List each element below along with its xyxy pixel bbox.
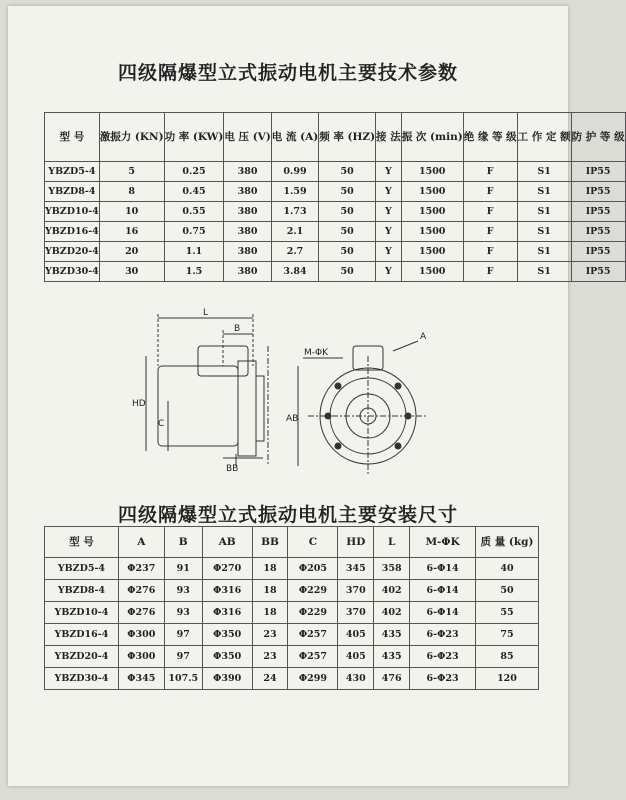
spec-cell: 10 xyxy=(99,202,164,222)
spec-cell: 1500 xyxy=(401,262,463,282)
dim-cell: 97 xyxy=(164,624,202,646)
spec-cell: 380 xyxy=(224,262,271,282)
dim-cell: YBZD16-4 xyxy=(45,624,119,646)
spec-cell: 1.5 xyxy=(164,262,224,282)
dim-cell: Φ257 xyxy=(288,624,338,646)
spec-cell: 50 xyxy=(319,162,376,182)
spec-cell: S1 xyxy=(517,222,571,242)
spec-header-cell: 电 流 (A) xyxy=(271,113,318,162)
dim-header-cell: L xyxy=(374,527,410,558)
spec-cell: F xyxy=(463,222,517,242)
spec-header-cell: 激振力 (KN) xyxy=(99,113,164,162)
dim-cell: YBZD30-4 xyxy=(45,668,119,690)
spec-cell: 380 xyxy=(224,222,271,242)
spec-cell: 50 xyxy=(319,242,376,262)
spec-header-cell: 振 次 (min) xyxy=(401,113,463,162)
dim-header-cell: 质 量 (kg) xyxy=(475,527,538,558)
spec-cell: Y xyxy=(376,262,402,282)
dim-cell: YBZD8-4 xyxy=(45,580,119,602)
spec-cell: 1500 xyxy=(401,182,463,202)
dim-cell: YBZD20-4 xyxy=(45,646,119,668)
spec-row xyxy=(45,202,626,222)
dim-cell: Φ270 xyxy=(202,558,252,580)
spec-cell: 30 xyxy=(99,262,164,282)
spec-cell: 50 xyxy=(319,222,376,242)
dim-cell: Φ316 xyxy=(202,602,252,624)
spec-cell: IP55 xyxy=(571,262,625,282)
dim-title: 四级隔爆型立式振动电机主要安装尺寸 xyxy=(117,504,458,526)
dim-cell: 93 xyxy=(164,602,202,624)
dim-row xyxy=(45,624,539,646)
spec-cell: 0.99 xyxy=(271,162,318,182)
dim-cell: 402 xyxy=(374,602,410,624)
dim-cell: 6-Φ14 xyxy=(410,580,476,602)
dim-header-cell: A xyxy=(118,527,164,558)
dim-cell: Φ350 xyxy=(202,646,252,668)
spec-row xyxy=(45,162,626,182)
dim-header-cell: B xyxy=(164,527,202,558)
spec-header-row xyxy=(45,113,626,162)
spec-cell: 50 xyxy=(319,202,376,222)
spec-header-cell: 功 率 (KW) xyxy=(164,113,224,162)
dim-cell: 40 xyxy=(475,558,538,580)
dim-cell: 85 xyxy=(475,646,538,668)
spec-cell: F xyxy=(463,162,517,182)
spec-cell: 50 xyxy=(319,262,376,282)
spec-cell: IP55 xyxy=(571,222,625,242)
dim-table xyxy=(44,526,539,690)
spec-header-cell: 工 作 定 额 xyxy=(517,113,571,162)
dim-cell: 6-Φ23 xyxy=(410,624,476,646)
spec-cell: 380 xyxy=(224,162,271,182)
dim-cell: 18 xyxy=(252,602,288,624)
spec-cell: IP55 xyxy=(571,182,625,202)
dim-cell: 24 xyxy=(252,668,288,690)
dim-header-cell: BB xyxy=(252,527,288,558)
dim-cell: 405 xyxy=(338,646,374,668)
spec-cell: YBZD30-4 xyxy=(45,262,100,282)
document-page xyxy=(8,6,625,786)
dim-cell: Φ257 xyxy=(288,646,338,668)
dim-cell: Φ345 xyxy=(118,668,164,690)
dim-cell: 97 xyxy=(164,646,202,668)
dim-cell: YBZD10-4 xyxy=(45,602,119,624)
dim-cell: 75 xyxy=(475,624,538,646)
dim-cell: 91 xyxy=(164,558,202,580)
dim-header-cell: 型 号 xyxy=(45,527,119,558)
dim-cell: Φ276 xyxy=(118,580,164,602)
spec-cell: S1 xyxy=(517,242,571,262)
dim-row xyxy=(45,668,539,690)
dim-cell: 93 xyxy=(164,580,202,602)
spec-header-cell: 型 号 xyxy=(45,113,100,162)
dim-cell: 370 xyxy=(338,602,374,624)
spec-table xyxy=(44,112,626,282)
spec-cell: 0.55 xyxy=(164,202,224,222)
spec-cell: 1500 xyxy=(401,202,463,222)
dim-cell: 120 xyxy=(475,668,538,690)
dim-header-cell: HD xyxy=(338,527,374,558)
dim-cell: 345 xyxy=(338,558,374,580)
spec-title: 四级隔爆型立式振动电机主要技术参数 xyxy=(117,62,458,84)
spec-cell: 2.7 xyxy=(271,242,318,262)
dim-cell: 55 xyxy=(475,602,538,624)
dim-row xyxy=(45,646,539,668)
spec-header-cell: 接 法 xyxy=(376,113,402,162)
dim-cell: 23 xyxy=(252,646,288,668)
spec-cell: 16 xyxy=(99,222,164,242)
dim-row xyxy=(45,580,539,602)
spec-cell: 20 xyxy=(99,242,164,262)
dim-row xyxy=(45,602,539,624)
spec-cell: YBZD10-4 xyxy=(45,202,100,222)
dim-cell: 6-Φ23 xyxy=(410,668,476,690)
spec-cell: YBZD16-4 xyxy=(45,222,100,242)
dim-cell: 6-Φ14 xyxy=(410,602,476,624)
label-mk: M-ΦK xyxy=(304,348,328,358)
spec-cell: 2.1 xyxy=(271,222,318,242)
spec-cell: F xyxy=(463,262,517,282)
spec-row xyxy=(45,222,626,242)
spec-cell: 380 xyxy=(224,182,271,202)
dim-cell: 430 xyxy=(338,668,374,690)
spec-cell: 1500 xyxy=(401,162,463,182)
dim-cell: 435 xyxy=(374,646,410,668)
dim-cell: Φ299 xyxy=(288,668,338,690)
spec-header-cell: 电 压 (V) xyxy=(224,113,271,162)
spec-cell: YBZD5-4 xyxy=(45,162,100,182)
dim-header-cell: AB xyxy=(202,527,252,558)
spec-header-cell: 绝 缘 等 级 xyxy=(463,113,517,162)
dim-header-cell: M-ΦK xyxy=(410,527,476,558)
spec-cell: 380 xyxy=(224,202,271,222)
spec-row xyxy=(45,242,626,262)
spec-cell: 8 xyxy=(99,182,164,202)
dim-cell: 18 xyxy=(252,580,288,602)
spec-cell: 380 xyxy=(224,242,271,262)
spec-cell: 1500 xyxy=(401,242,463,262)
label-c: C xyxy=(158,419,165,429)
dim-cell: 476 xyxy=(374,668,410,690)
dim-cell: Φ237 xyxy=(118,558,164,580)
dim-cell: Φ300 xyxy=(118,624,164,646)
dim-cell: 6-Φ23 xyxy=(410,646,476,668)
spec-header-cell: 频 率 (HZ) xyxy=(319,113,376,162)
spec-cell: 0.45 xyxy=(164,182,224,202)
spec-cell: YBZD8-4 xyxy=(45,182,100,202)
spec-cell: 5 xyxy=(99,162,164,182)
dim-cell: Φ390 xyxy=(202,668,252,690)
label-bb: BB xyxy=(226,464,239,474)
dim-cell: 405 xyxy=(338,624,374,646)
dim-cell: 50 xyxy=(475,580,538,602)
spec-cell: Y xyxy=(376,162,402,182)
dim-cell: 435 xyxy=(374,624,410,646)
spec-cell: Y xyxy=(376,222,402,242)
dim-cell: Φ316 xyxy=(202,580,252,602)
spec-cell: 1.59 xyxy=(271,182,318,202)
label-ab: AB xyxy=(286,414,299,424)
spec-cell: 0.25 xyxy=(164,162,224,182)
dim-cell: 107.5 xyxy=(164,668,202,690)
spec-cell: F xyxy=(463,202,517,222)
dim-cell: Φ276 xyxy=(118,602,164,624)
label-b: B xyxy=(234,324,241,334)
dim-cell: YBZD5-4 xyxy=(45,558,119,580)
spec-cell: Y xyxy=(376,202,402,222)
motor-drawing xyxy=(128,306,448,486)
spec-cell: IP55 xyxy=(571,202,625,222)
dim-cell: Φ229 xyxy=(288,580,338,602)
spec-cell: 0.75 xyxy=(164,222,224,242)
spec-cell: S1 xyxy=(517,202,571,222)
label-hd: HD xyxy=(132,399,146,409)
label-l: L xyxy=(203,308,209,318)
spec-cell: 3.84 xyxy=(271,262,318,282)
dim-cell: Φ205 xyxy=(288,558,338,580)
label-a: A xyxy=(420,332,427,342)
spec-cell: Y xyxy=(376,242,402,262)
dim-cell: 358 xyxy=(374,558,410,580)
spec-cell: IP55 xyxy=(571,242,625,262)
spec-cell: S1 xyxy=(517,162,571,182)
dim-cell: 6-Φ14 xyxy=(410,558,476,580)
spec-cell: IP55 xyxy=(571,162,625,182)
spec-cell: 1.1 xyxy=(164,242,224,262)
dim-row xyxy=(45,558,539,580)
spec-cell: Y xyxy=(376,182,402,202)
dim-header-row xyxy=(45,527,539,558)
motor-drawing-svg xyxy=(128,306,448,486)
spec-cell: F xyxy=(463,182,517,202)
spec-cell: YBZD20-4 xyxy=(45,242,100,262)
dim-cell: 18 xyxy=(252,558,288,580)
spec-cell: S1 xyxy=(517,262,571,282)
dim-cell: Φ350 xyxy=(202,624,252,646)
spec-cell: F xyxy=(463,242,517,262)
spec-cell: 1500 xyxy=(401,222,463,242)
dim-cell: 23 xyxy=(252,624,288,646)
spec-row xyxy=(45,262,626,282)
spec-cell: 50 xyxy=(319,182,376,202)
spec-cell: S1 xyxy=(517,182,571,202)
dim-cell: Φ300 xyxy=(118,646,164,668)
dim-cell: 402 xyxy=(374,580,410,602)
dim-header-cell: C xyxy=(288,527,338,558)
spec-cell: 1.73 xyxy=(271,202,318,222)
dim-cell: Φ229 xyxy=(288,602,338,624)
spec-row xyxy=(45,182,626,202)
spec-header-cell: 防 护 等 级 xyxy=(571,113,625,162)
dim-cell: 370 xyxy=(338,580,374,602)
